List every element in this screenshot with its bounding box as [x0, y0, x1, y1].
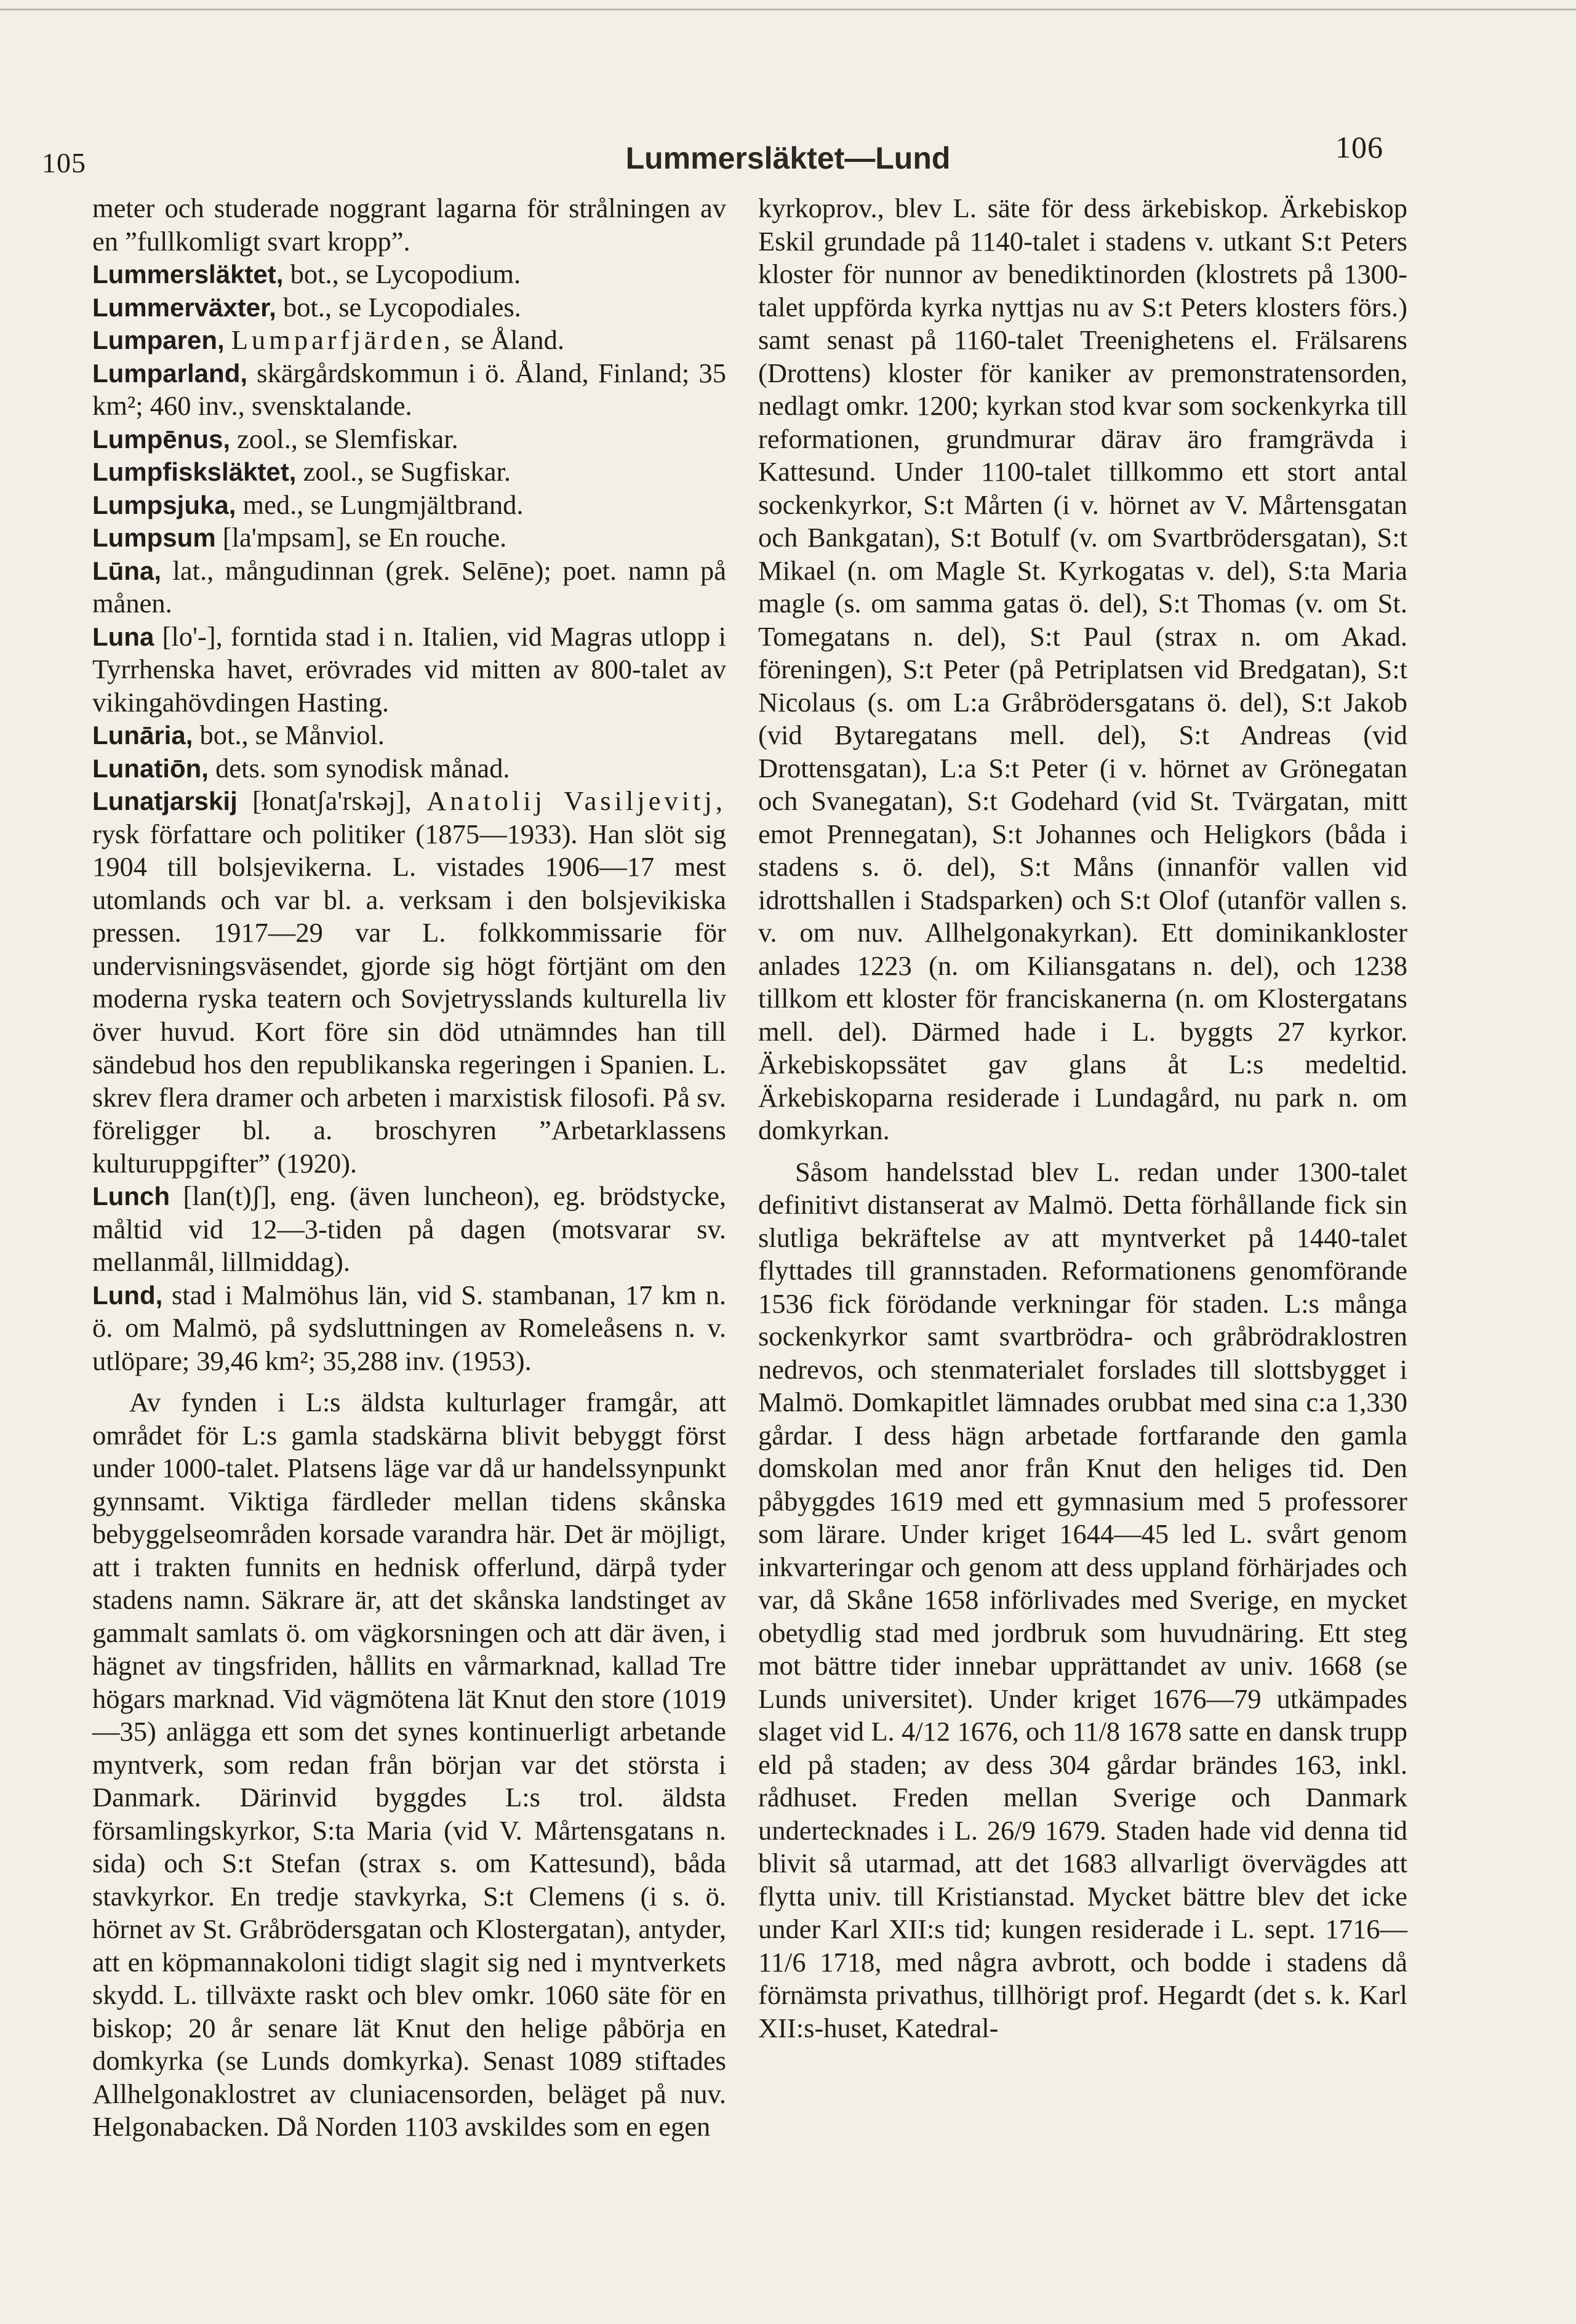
right-page-number: 106: [1335, 130, 1383, 164]
headword: Lumpfisksläktet,: [92, 457, 297, 486]
headword: Lunāria,: [92, 721, 193, 750]
entry-text: lat., mångudinnan (grek. Selēne); poet. namn på månen.: [92, 555, 726, 619]
entry-text: bot., se Månviol.: [193, 719, 385, 750]
headword: Lund,: [92, 1280, 163, 1310]
entry-text: bot., se Lycopodium.: [283, 258, 521, 289]
entry-text: rysk författare och politiker (1875—1933). Han slöt sig 1904 till bolsjevikerna. L. vistades 1906—17 mest utomlands och var bl. a. verksam i den bolsjevikiska pressen. 1917—29 var L. folkkommissarie för undervisningsväsendet, gjorde sig högt förtjänt om den moderna ryska teatern och Sovjetrysslands kulturella liv över huvud. Kort före sin död utnämndes han till sändebud hos den republikanska regeringen i Spanien. L. skrev flera dramer och arbeten i marxistisk filosofi. På sv. föreligger bl. a. broschyren ”Arbetarklassens kulturuppgifter” (1920).: [92, 818, 726, 1179]
headword: Lumpsum: [92, 523, 216, 552]
entry-text: dets. som synodisk månad.: [208, 752, 510, 783]
continued-paragraph: kyrkoprov., blev L. säte för dess ärkebiskop. Ärkebiskop Eskil grundade på 1140-talet i stadens v. utkant S:t Peters kloster för nunnor av benediktinorden (klostrets på 1300-talet uppförda kyrka nyttjas nu av S:t Peters klosters förs.) samt senast på 1160-talet Treenighetens el. Frälsarens (Drottens) kloster för kaniker av premonstratensorden, nedlagt omkr. 1200; kyrkan stod kvar som sockenkyrka till reformationen, grundmurar därav äro framgrävda i Kattesund. Under 1100-talet tillkommo ett stort antal sockenkyrkor, S:t Mårten (i v. hörnet av V. Mårtensgatan och Bankgatan), S:t Botulf (v. om Svartbrödersgatan), S:t Mikael (n. om Magle St. Kyrkogatas v. del), S:ta Maria magle (s. om samma gatas ö. del), S:t Thomas (v. om St. Tomegatans n. del), S:t Paul (strax n. om Akad. föreningen), S:t Peter (på Petriplatsen vid Bredgatan), S:t Nicolaus (s. om L:a Gråbrödersgatans ö. del), S:t Jakob (vid Bytaregatans mell. del), S:t Andreas (vid Drottensgatan), L:a S:t Peter (i v. hörnet av Grönegatan och Svanegatan), S:t Godehard (vid St. Tvärgatan, mitt emot Prennegatan), S:t Johannes och Heligkors (båda i stadens s. ö. del), S:t Måns (innanför vallen vid idrottshallen i Stadsparken) och S:t Olof (utanför vallen s. v. om nuv. Allhelgonakyrkan). Ett dominikankloster anlades 1223 (n. om Kiliansgatans n. del), och 1238 tillkom ett kloster för franciskanerna (n. om Klostergatans mell. del). Därmed hade i L. byggts 27 kyrkor. Ärkebiskopssätet gav glans åt L:s medeltid. Ärkebiskoparna residerade i Lundagård, nu park n. om domkyrkan.: [758, 193, 1407, 1145]
entry-text: [lo'-], forntida stad i n. Italien, vid Magras utlopp i Tyrrhenska havet, erövrades vid mitten av 800-talet av vikingahövdingen Hasting.: [92, 620, 726, 718]
top-edge-rule: [0, 9, 1576, 10]
headword: Lumpsjuka,: [92, 490, 236, 519]
entry: [92, 719, 726, 752]
headword: Lumparland,: [92, 358, 248, 388]
body-paragraph: Av fynden i L:s äldsta kulturlager framgår, att området för L:s gamla stadskärna blivit bebyggt först under 1000-talet. Platsens läge var då ur handelssynpunkt gynnsamt. Viktiga färdleder mellan tidens skånska bebyggelseområden korsade varandra här. Det är möjligt, att i trakten funnits en hednisk offerlund, därpå tyder stadens namn. Säkrare är, att det skånska landstinget av gammalt samlats ö. om vägkorsningen och att där även, i hägnet av tingsfriden, hållits en vårmarknad, kallad Tre högars marknad. Vid vägmötena lät Knut den store (1019—35) anlägga ett som det synes kontinuerligt arbetande myntverk, som redan från början var det största i Danmark. Därinvid byggdes L:s trol. äldsta församlingskyrkor, S:ta Maria (vid V. Mårtensgatans n. sida) och S:t Stefan (strax s. om Kattesund), båda stavkyrkor. En tredje stavkyrka, S:t Clemens (i s. ö. hörnet av St. Gråbrödersgatan och Klostergatan), antyder, att en köpmannakoloni tidigt slagit sig ned i myntverkets skydd. L. tillväxte raskt och blev omkr. 1060 säte för en biskop; 20 år senare lät Knut den helige påbörja en domkyrka (se Lunds domkyrka). Senast 1089 stiftades Allhelgonaklostret av cluniacensorden, beläget på nuv. Helgonabacken. Då Norden 1103 avskildes som en egen: [92, 1387, 726, 2142]
headword: Lumparen,: [92, 326, 225, 355]
entry-text: med., se Lungmjältbrand.: [236, 489, 524, 520]
body-paragraph: Såsom handelsstad blev L. redan under 1300-talet definitivt distanserat av Malmö. Detta förhållande fick sin slutliga bekräftelse av att myntverket på 1440-talet flyttades till grannstaden. Reformationens genomförande 1536 fick förödande verkningar för staden. L:s många sockenkyrkor samt svartbrödra- och gråbrödraklostren nedrevos, och stenmaterialet forslades till slottsbygget i Malmö. Domkapitlet lämnades orubbat med sina c:a 1,330 gårdar. I dess hägn arbetade fortfarande den gamla domskolan med anor från Knut den heliges tid. Den påbyggdes 1619 med ett gymnasium med 5 professorer som lärare. Under kriget 1644—45 led L. svårt genom inkvarteringar och genom att dess uppland förhärjades och var, då Skåne 1658 införlivades med Sverige, en mycket obetydlig stad med jordbruk som huvudnäring. Ett steg mot bättre tider innebar upprättandet av univ. 1668 (se Lunds universitet). Under kriget 1676—79 utkämpades slaget vid L. 4/12 1676, och 11/8 1678 satte en dansk trupp eld på staden; av dess 304 gårdar brändes 163, inkl. rådhuset. Freden mellan Sverige och Danmark undertecknades i L. 26/9 1679. Staden hade vid denna tid blivit så utarmad, att det 1683 allvarligt övervägdes att flytta univ. till Kristianstad. Mycket bättre blev det icke under Karl XII:s tid; kungen residerade i L. sept. 1716—11/6 1718, med några avbrott, och bodde i stadens då förnämsta privathus, tillhörigt prof. Hegardt (det s. k. Karl XII:s-huset, Katedral-: [758, 1156, 1407, 2043]
entry-text: zool., se Slemfiskar.: [230, 423, 458, 454]
entry: [92, 752, 726, 785]
entry: [92, 1279, 726, 1378]
headword: Lunch: [92, 1182, 170, 1211]
spaced-name: Anatolij Vasiljevitj,: [426, 785, 726, 816]
running-title: Lummersläktet—Lund: [625, 141, 951, 175]
entry: [92, 620, 726, 719]
spaced-name: Lumparfjärden,: [231, 324, 454, 355]
entry: [92, 489, 726, 522]
pronunciation: [łonatʃa'rskəj],: [237, 785, 427, 816]
headword: Lunatjarskij: [92, 787, 238, 815]
headword: Lummerväxter,: [92, 292, 276, 322]
headword: Lumpēnus,: [92, 424, 231, 454]
entry: [92, 1180, 726, 1279]
headword: Luna: [92, 622, 154, 651]
right-column: [758, 192, 1407, 2045]
entry-text: stad i Malmöhus län, vid S. stambanan, 17 km n. ö. om Malmö, på sydsluttningen av Romeleåsens n. v. utlöpare; 39,46 km²; 35,288 inv. (1953).: [92, 1279, 726, 1376]
left-column: [92, 192, 726, 2144]
entry-text: skärgårdskommun i ö. Åland, Finland; 35 km²; 460 inv., svensktalande.: [92, 357, 726, 421]
entry-text: [lan(t)ʃ], eng. (även luncheon), eg. brödstycke, måltid vid 12—3-tiden på dagen (motsvarar sv. mellanmål, lillmiddag).: [92, 1180, 726, 1277]
entry: [92, 555, 726, 620]
headword: Lunatiōn,: [92, 753, 209, 783]
entry: [92, 455, 726, 489]
entry: [92, 785, 726, 1180]
headword: Lūna,: [92, 556, 161, 585]
entry: [92, 521, 726, 555]
entry-text: zool., se Sugfiskar.: [296, 456, 511, 487]
left-page-number: 105: [42, 147, 86, 178]
headword: Lummersläktet,: [92, 260, 284, 289]
entry: [92, 291, 726, 324]
entry: [92, 423, 726, 456]
continued-text: meter och studerade noggrant lagarna för strålningen av en ”fullkomligt svart kropp”.: [92, 193, 726, 257]
entry-text: bot., se Lycopodiales.: [276, 291, 521, 323]
entry: [92, 324, 726, 357]
entry-text: [la'mpsam], se En rouche.: [215, 522, 507, 553]
entry-text: se Åland.: [454, 324, 565, 355]
entry: [92, 258, 726, 291]
entry: [92, 357, 726, 423]
